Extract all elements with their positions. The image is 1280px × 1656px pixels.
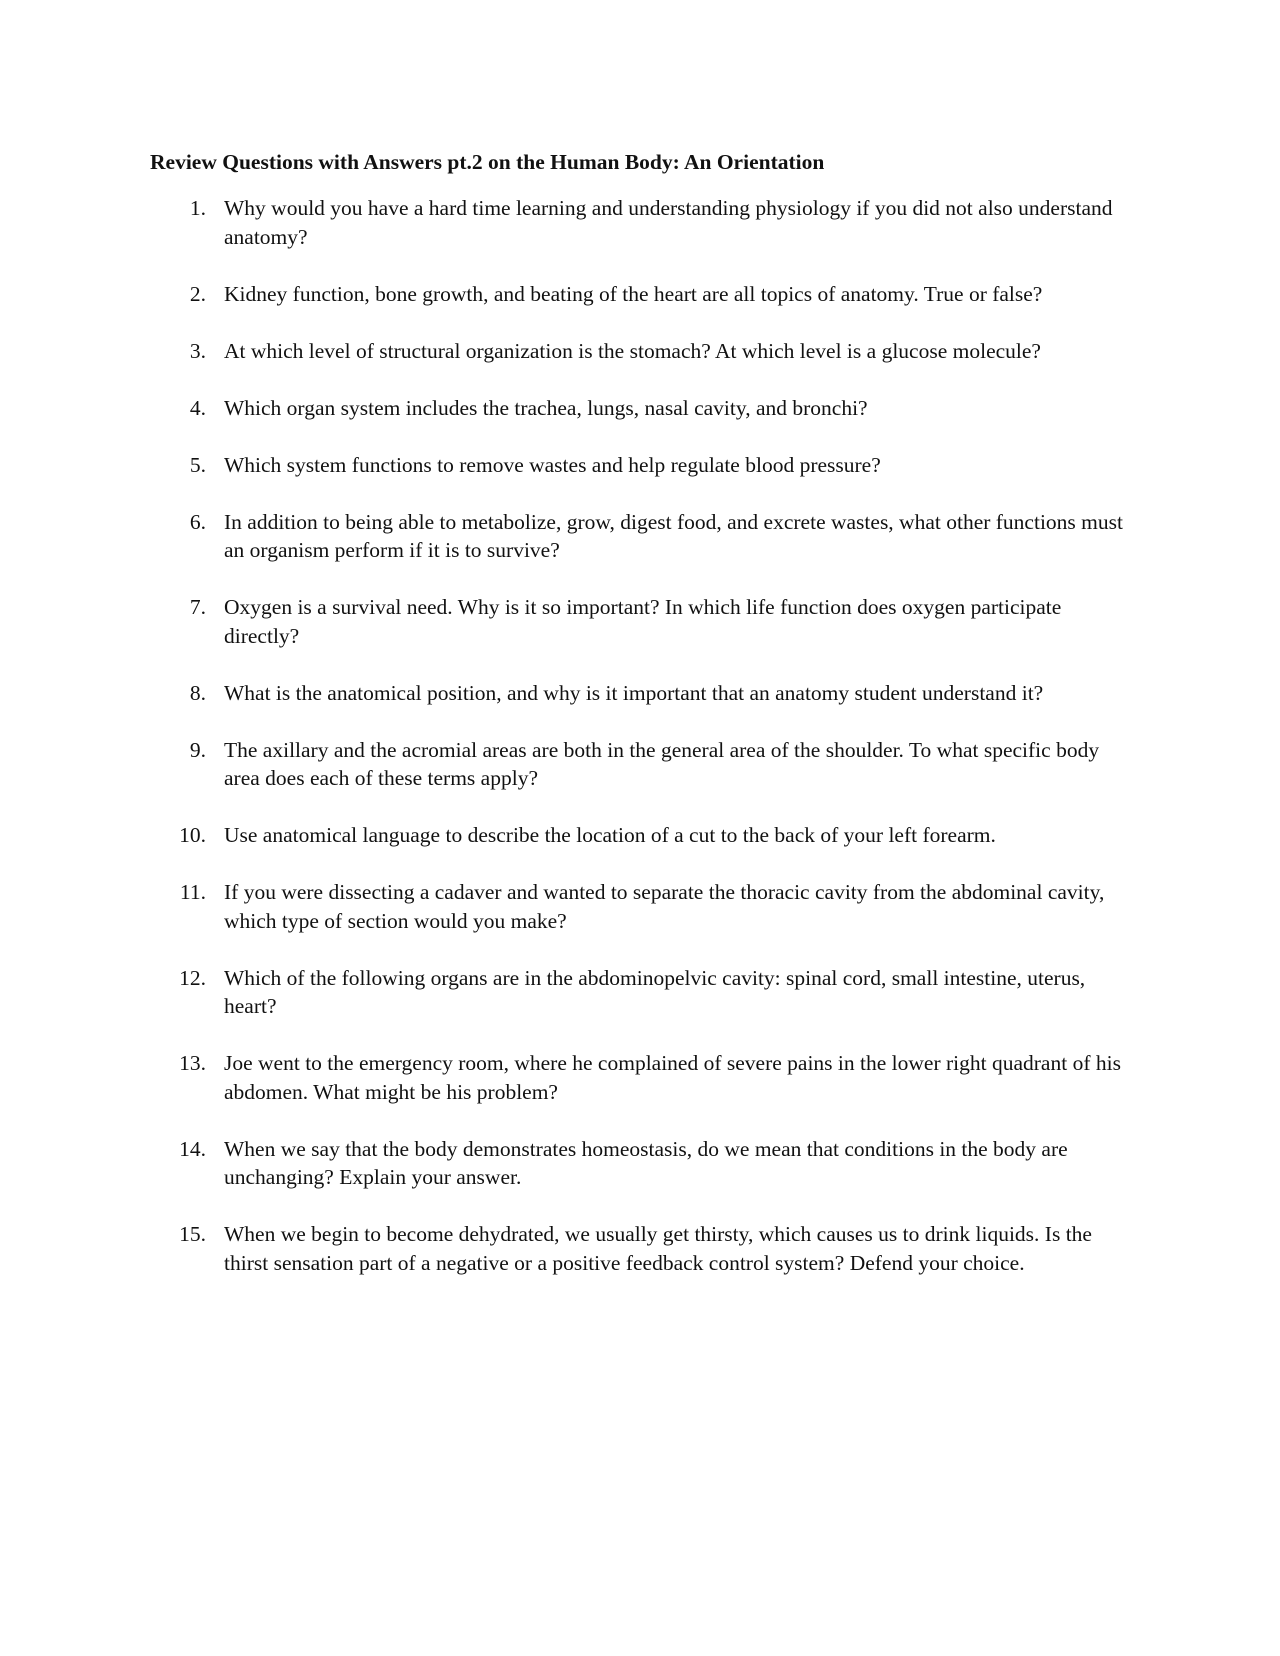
list-item (150, 508, 1130, 565)
question-number: 14. (179, 1136, 206, 1161)
question-number: 12. (179, 965, 206, 990)
list-item (150, 194, 1130, 251)
question-list (150, 194, 1130, 1306)
question-text: Which of the following organs are in the abdominopelvic cavity: spinal cord, small intestine, uterus, heart? (224, 965, 1086, 1018)
list-item (150, 593, 1130, 650)
question-text: In addition to being able to metabolize, grow, digest food, and excrete wastes, what other functions must an organism perform if it is to survive? (224, 509, 1123, 562)
question-text: Oxygen is a survival need. Why is it so important? In which life function does oxygen participate directly? (224, 595, 1062, 648)
question-text: What is the anatomical position, and why is it important that an anatomy student understand it? (224, 680, 1044, 705)
list-item (150, 1049, 1130, 1106)
list-item (150, 1220, 1130, 1277)
list-item (150, 1135, 1130, 1192)
question-text: If you were dissecting a cadaver and wanted to separate the thoracic cavity from the abdominal cavity, which type of section would you make? (224, 880, 1105, 933)
question-text: At which level of structural organization is the stomach? At which level is a glucose molecule? (224, 338, 1041, 363)
question-number: 5. (189, 452, 206, 477)
question-number: 8. (189, 680, 206, 705)
question-number: 7. (189, 595, 206, 619)
question-number: 2. (189, 281, 206, 306)
list-item (150, 736, 1130, 793)
list-item (150, 451, 1130, 480)
question-number: 3. (189, 338, 206, 363)
question-number: 9. (189, 737, 206, 762)
list-item (150, 337, 1130, 366)
question-number: 6. (189, 509, 206, 534)
question-number: 15. (179, 1222, 206, 1246)
document-title: Review Questions with Answers pt.2 on the Human Body: An Orientation (150, 150, 825, 174)
question-number: 13. (179, 1051, 206, 1075)
question-text: Why would you have a hard time learning and understanding physiology if you did not also understand anatomy? (224, 196, 1113, 249)
question-number: 1. (189, 196, 206, 220)
list-item (150, 394, 1130, 423)
question-number: 10. (179, 823, 206, 847)
question-text: Which organ system includes the trachea, lungs, nasal cavity, and bronchi? (224, 395, 868, 420)
question-number: 4. (189, 395, 206, 420)
list-item (150, 679, 1130, 708)
list-item (150, 280, 1130, 309)
question-text: When we begin to become dehydrated, we usually get thirsty, which causes us to drink liquids. Is the thirst sensation part of a negative or a positive feedback control system? Defend your choice. (224, 1222, 1092, 1275)
question-text: Which system functions to remove wastes and help regulate blood pressure? (224, 452, 881, 477)
question-text: Use anatomical language to describe the location of a cut to the back of your left forearm. (224, 823, 996, 847)
question-text: Joe went to the emergency room, where he complained of severe pains in the lower right quadrant of his abdomen. What might be his problem? (224, 1051, 1121, 1104)
question-text: Kidney function, bone growth, and beating of the heart are all topics of anatomy. True or false? (224, 281, 1043, 306)
question-text: The axillary and the acromial areas are both in the general area of the shoulder. To what specific body area does each of these terms apply? (224, 737, 1100, 790)
list-item (150, 964, 1130, 1021)
list-item (150, 821, 1130, 850)
question-number: 11. (179, 880, 206, 904)
list-item (150, 878, 1130, 935)
question-text: When we say that the body demonstrates homeostasis, do we mean that conditions in the body are unchanging? Explain your answer. (224, 1136, 1068, 1189)
